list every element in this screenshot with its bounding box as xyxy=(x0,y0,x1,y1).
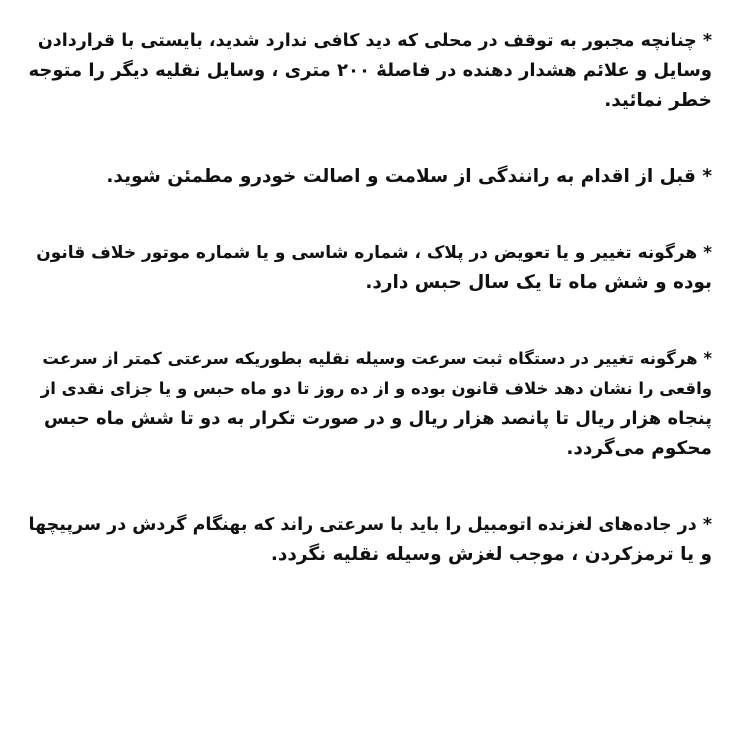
text-line: وسایل و علائم هشدار دهنده در فاصلهٔ ۲۰۰ متری ، وسایل نقلیه دیگر را متوجه xyxy=(28,60,712,81)
paragraph-stopping-warning xyxy=(26,26,712,116)
bullet-star: * xyxy=(703,243,712,263)
text-line-content: قبل از اقدام به رانندگی از سلامت و اصالت خودرو مطمئن شوید. xyxy=(106,166,696,187)
text-line-content: هرگونه تغییر و یا تعویض در پلاک ، شماره شاسی و یا شماره موتور خلاف قانون xyxy=(36,243,698,263)
text-line xyxy=(26,26,712,56)
bullet-star: * xyxy=(702,31,712,51)
text-line-content: در جاده‌های لغزنده اتومبیل را باید با سرعتی راند که بهنگام گردش در سرپیچها xyxy=(28,515,697,535)
text-line: و یا ترمزکردن ، موجب لغزش وسیله نقلیه نگردد. xyxy=(270,544,712,565)
text-line: واقعی را نشان دهد خلاف قانون بوده و از ده روز تا دو ماه حبس و یا جزای نقدی از xyxy=(40,379,712,398)
paragraph-slippery-roads xyxy=(26,510,712,570)
bullet-star: * xyxy=(702,515,712,535)
text-line xyxy=(26,510,712,540)
paragraph-plate-tampering xyxy=(26,238,712,298)
text-line: محکوم می‌گردد. xyxy=(566,438,712,459)
paragraph-vehicle-check xyxy=(26,162,712,192)
text-line: خطر نمائید. xyxy=(604,90,712,111)
text-line xyxy=(26,238,712,268)
text-line-content: هرگونه تغییر در دستگاه ثبت سرعت وسیله نقلیه بطوریکه سرعتی کمتر از سرعت xyxy=(42,349,698,368)
text-line-content: چنانچه مجبور به توقف در محلی که دید کافی ندارد شدید، بایستی با قراردادن xyxy=(37,31,697,51)
text-line xyxy=(26,162,712,192)
paragraph-speedometer-tampering xyxy=(26,344,712,464)
bullet-star: * xyxy=(702,166,712,187)
text-line: بوده و شش ماه تا یک سال حبس دارد. xyxy=(365,272,712,293)
text-line xyxy=(26,344,712,374)
bullet-star: * xyxy=(703,349,712,368)
text-line: پنجاه هزار ریال تا پانصد هزار ریال و در صورت تکرار به دو تا شش ماه حبس xyxy=(43,408,712,429)
